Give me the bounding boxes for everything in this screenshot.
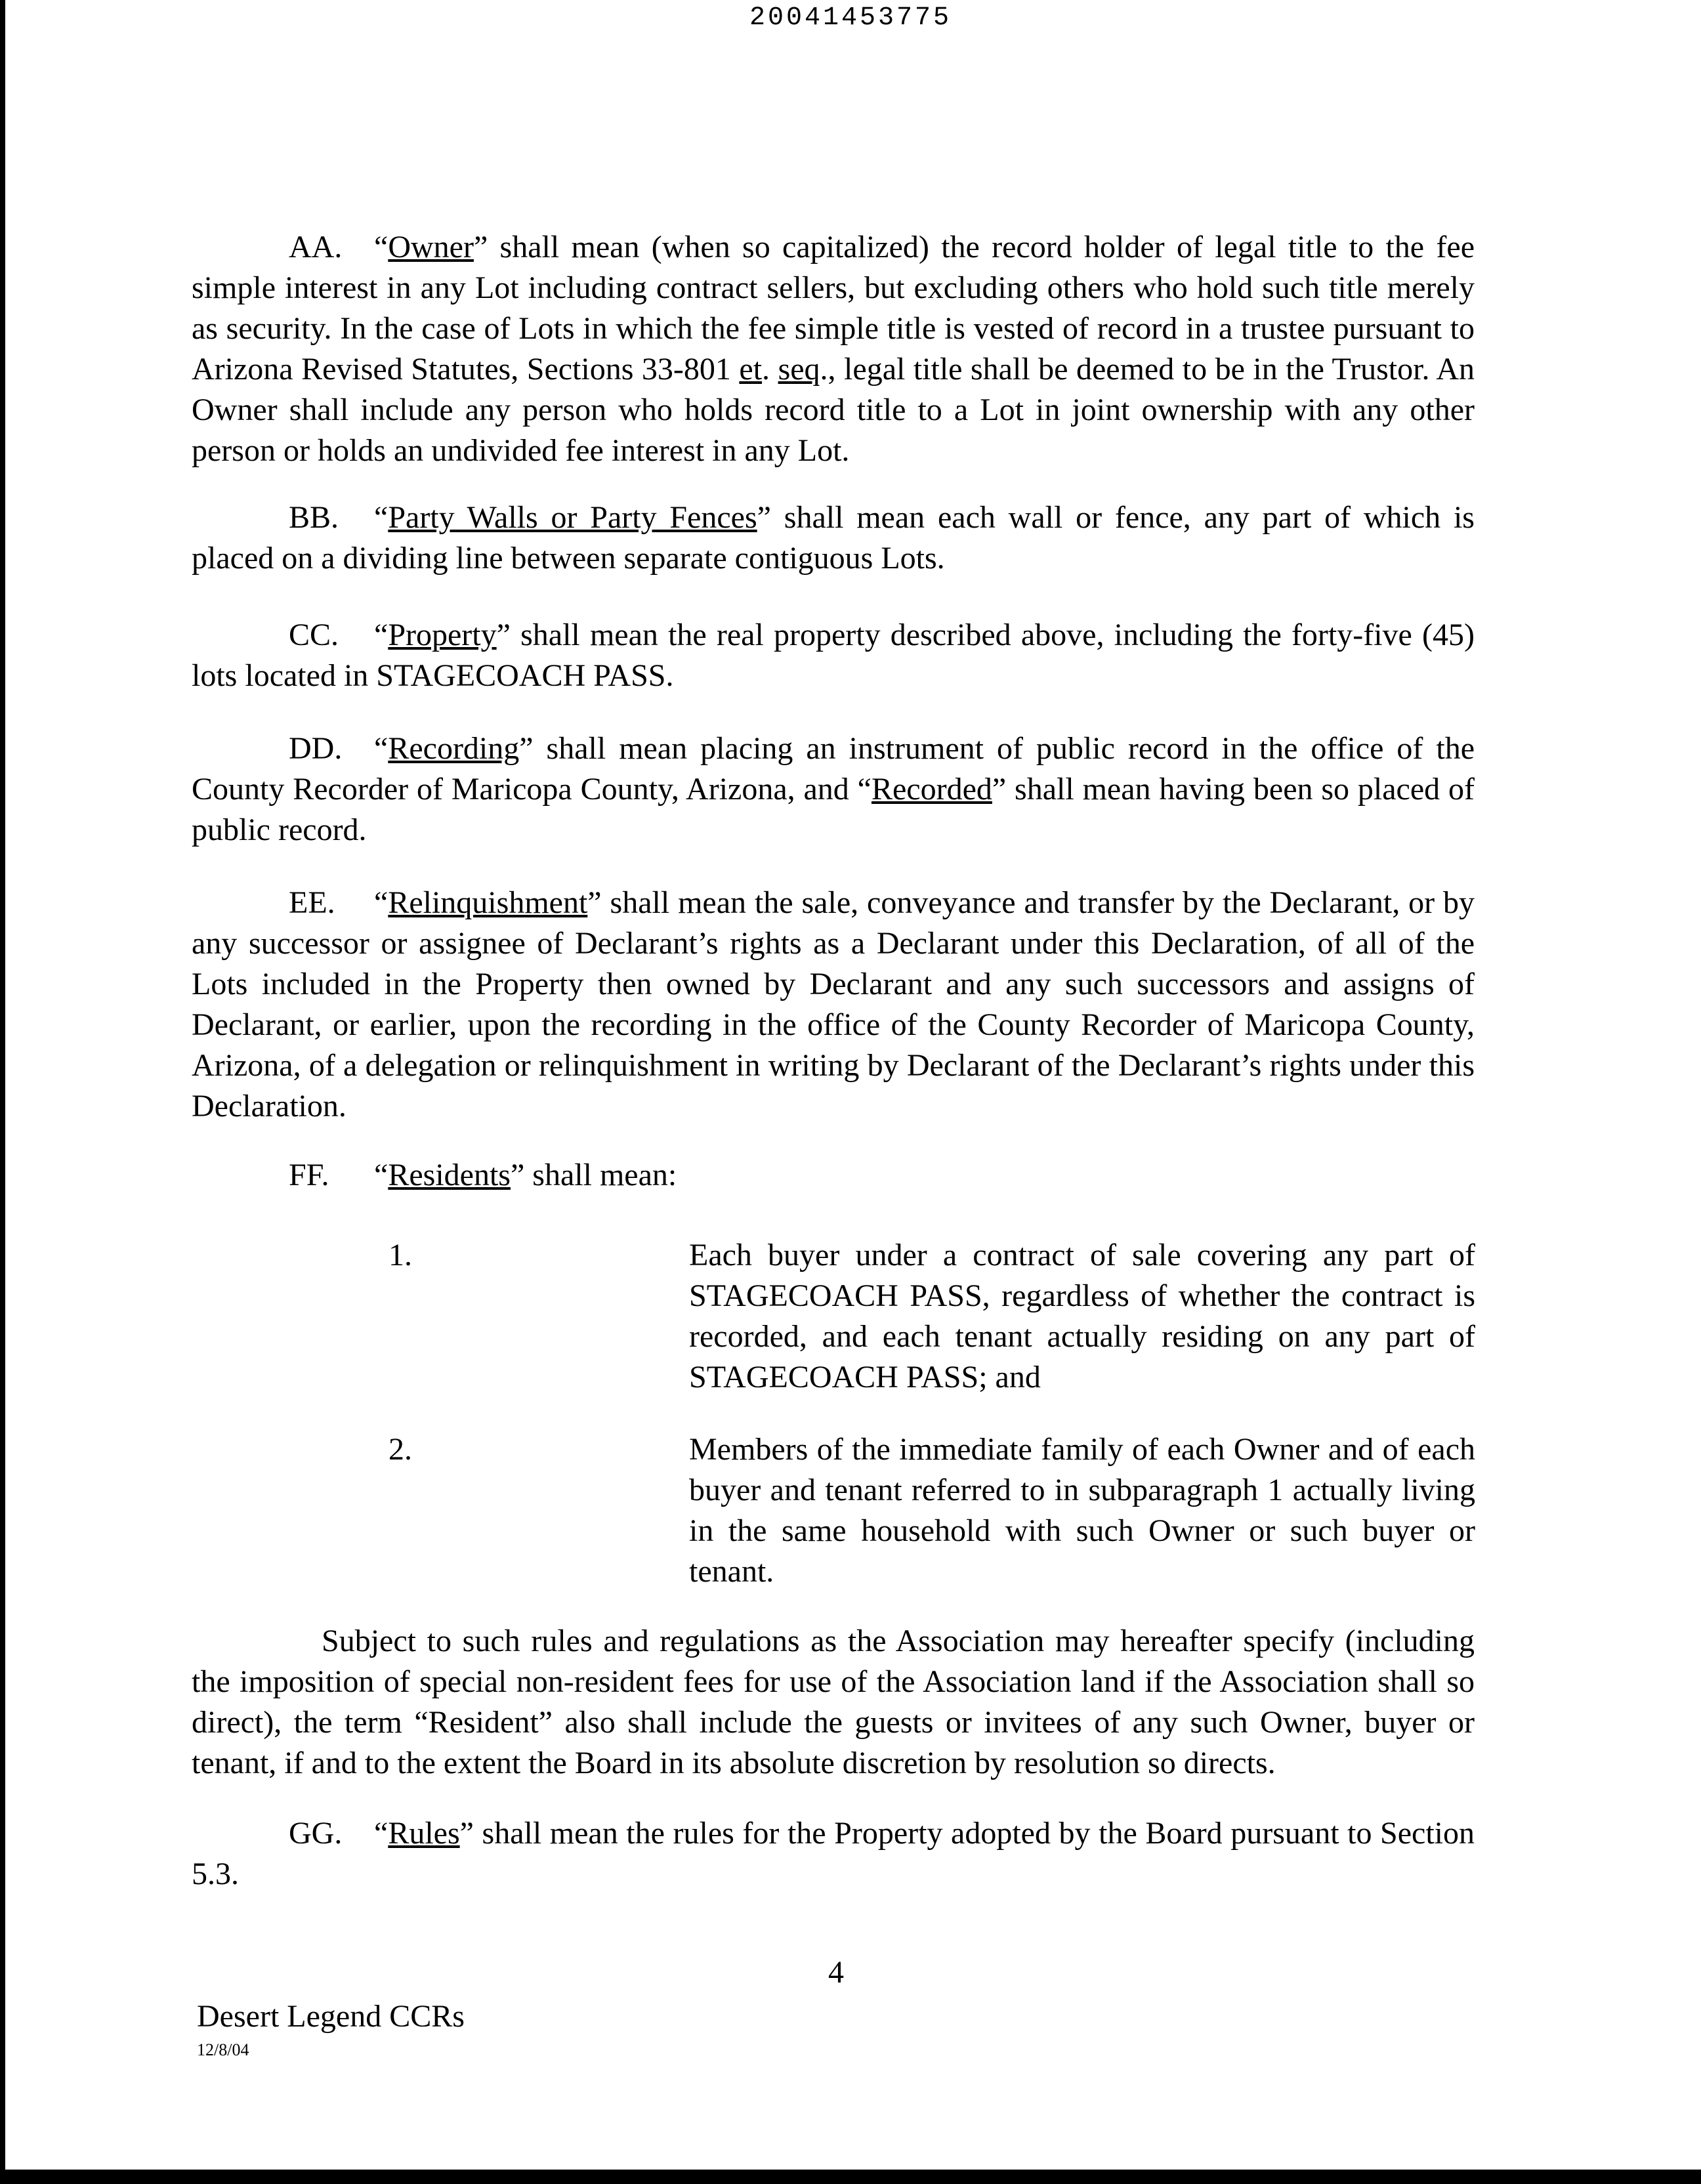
- footer-date: 12/8/04: [197, 2040, 249, 2059]
- subitem-2-text: Members of the immediate family of each Owner and of each buyer and tenant referred to in subparagraph 1 actually living in the same household with such Owner or such buyer or tenant.: [689, 1432, 1475, 1589]
- term-rules: Rules: [388, 1816, 460, 1851]
- section-gg: GG. “Rules” shall mean the rules for the Property adopted by the Board pursuant to Section 5.3.: [192, 1813, 1475, 1895]
- section-ff: FF. “Residents” shall mean:: [192, 1155, 1475, 1196]
- subitem-1-number: 1.: [388, 1238, 412, 1272]
- scan-left-edge: [0, 0, 5, 2184]
- page-number: 4: [828, 1955, 844, 1990]
- section-aa: AA. “Owner” shall mean (when so capitalized) the record holder of legal title to the fee simple interest in any Lot including contract sellers, but excluding others who hold such title merely as security. In the case of Lots in which the fee simple title is vested of record in a trustee pursuant to Arizona Revised Statutes, Sections 33-801 et. seq., legal title shall be deemed to be in the Trustor. An Owner shall include any person who holds record title to a Lot in joint ownership with any other person or holds an undivided fee interest in any Lot.: [192, 227, 1475, 471]
- term-residents: Residents: [388, 1158, 511, 1192]
- scan-bottom-edge: [0, 2170, 1701, 2184]
- footer-document-title: Desert Legend CCRs: [197, 1999, 465, 2034]
- section-ee: EE. “Relinquishment” shall mean the sale, conveyance and transfer by the Declarant, or by any successor or assignee of Declarant’s rights as a Declarant under this Declaration, of all of the Lots included in the Property then owned by Declarant and any such successors and assigns of Declarant, or earlier, upon the recording in the office of the County Recorder of Maricopa County, Arizona, of a delegation or relinquishment in writing by Declarant of the Declarant’s rights under this Declaration.: [192, 883, 1475, 1127]
- section-cc-label: CC.: [289, 618, 339, 652]
- section-gg-label: GG.: [289, 1816, 343, 1851]
- seq-abbrev: seq: [778, 352, 820, 387]
- section-aa-label: AA.: [289, 230, 343, 264]
- term-recorded: Recorded: [871, 772, 992, 807]
- section-cc: CC. “Property” shall mean the real property described above, including the forty-five (45) lots located in STAGECOACH PASS.: [192, 615, 1475, 696]
- subitem-1-text: Each buyer under a contract of sale covering any part of STAGECOACH PASS, regardless of whether the contract is recorded, and each tenant actually residing on any part of STAGECOACH PASS; and: [689, 1238, 1475, 1395]
- section-ee-label: EE.: [289, 885, 335, 920]
- section-dd-label: DD.: [289, 731, 343, 766]
- et-abbrev: et: [739, 352, 763, 387]
- term-owner: Owner: [388, 230, 474, 264]
- term-recording: Recording: [388, 731, 520, 766]
- term-party-walls: Party Walls or Party Fences: [388, 500, 757, 535]
- term-property: Property: [388, 618, 497, 652]
- section-bb-label: BB.: [289, 500, 339, 535]
- section-subject-paragraph: Subject to such rules and regulations as the Association may hereafter specify (including the imposition of special non-resident fees for use of the Association land if the Association shall so direct), the term “Resident” also shall include the guests or invitees of any such Owner, buyer or tenant, if and to the extent the Board in its absolute discretion by resolution so directs.: [192, 1624, 1475, 1780]
- section-bb: BB. “Party Walls or Party Fences” shall mean each wall or fence, any part of which is placed on a dividing line between separate contiguous Lots.: [192, 497, 1475, 579]
- recording-number: 20041453775: [749, 3, 952, 33]
- subitem-2-number: 2.: [388, 1432, 412, 1467]
- section-dd: DD. “Recording” shall mean placing an instrument of public record in the office of the County Recorder of Maricopa County, Arizona, and “Recorded” shall mean having been so placed of public record.: [192, 728, 1475, 850]
- term-relinquishment: Relinquishment: [388, 885, 588, 920]
- section-ff-label: FF.: [289, 1158, 329, 1192]
